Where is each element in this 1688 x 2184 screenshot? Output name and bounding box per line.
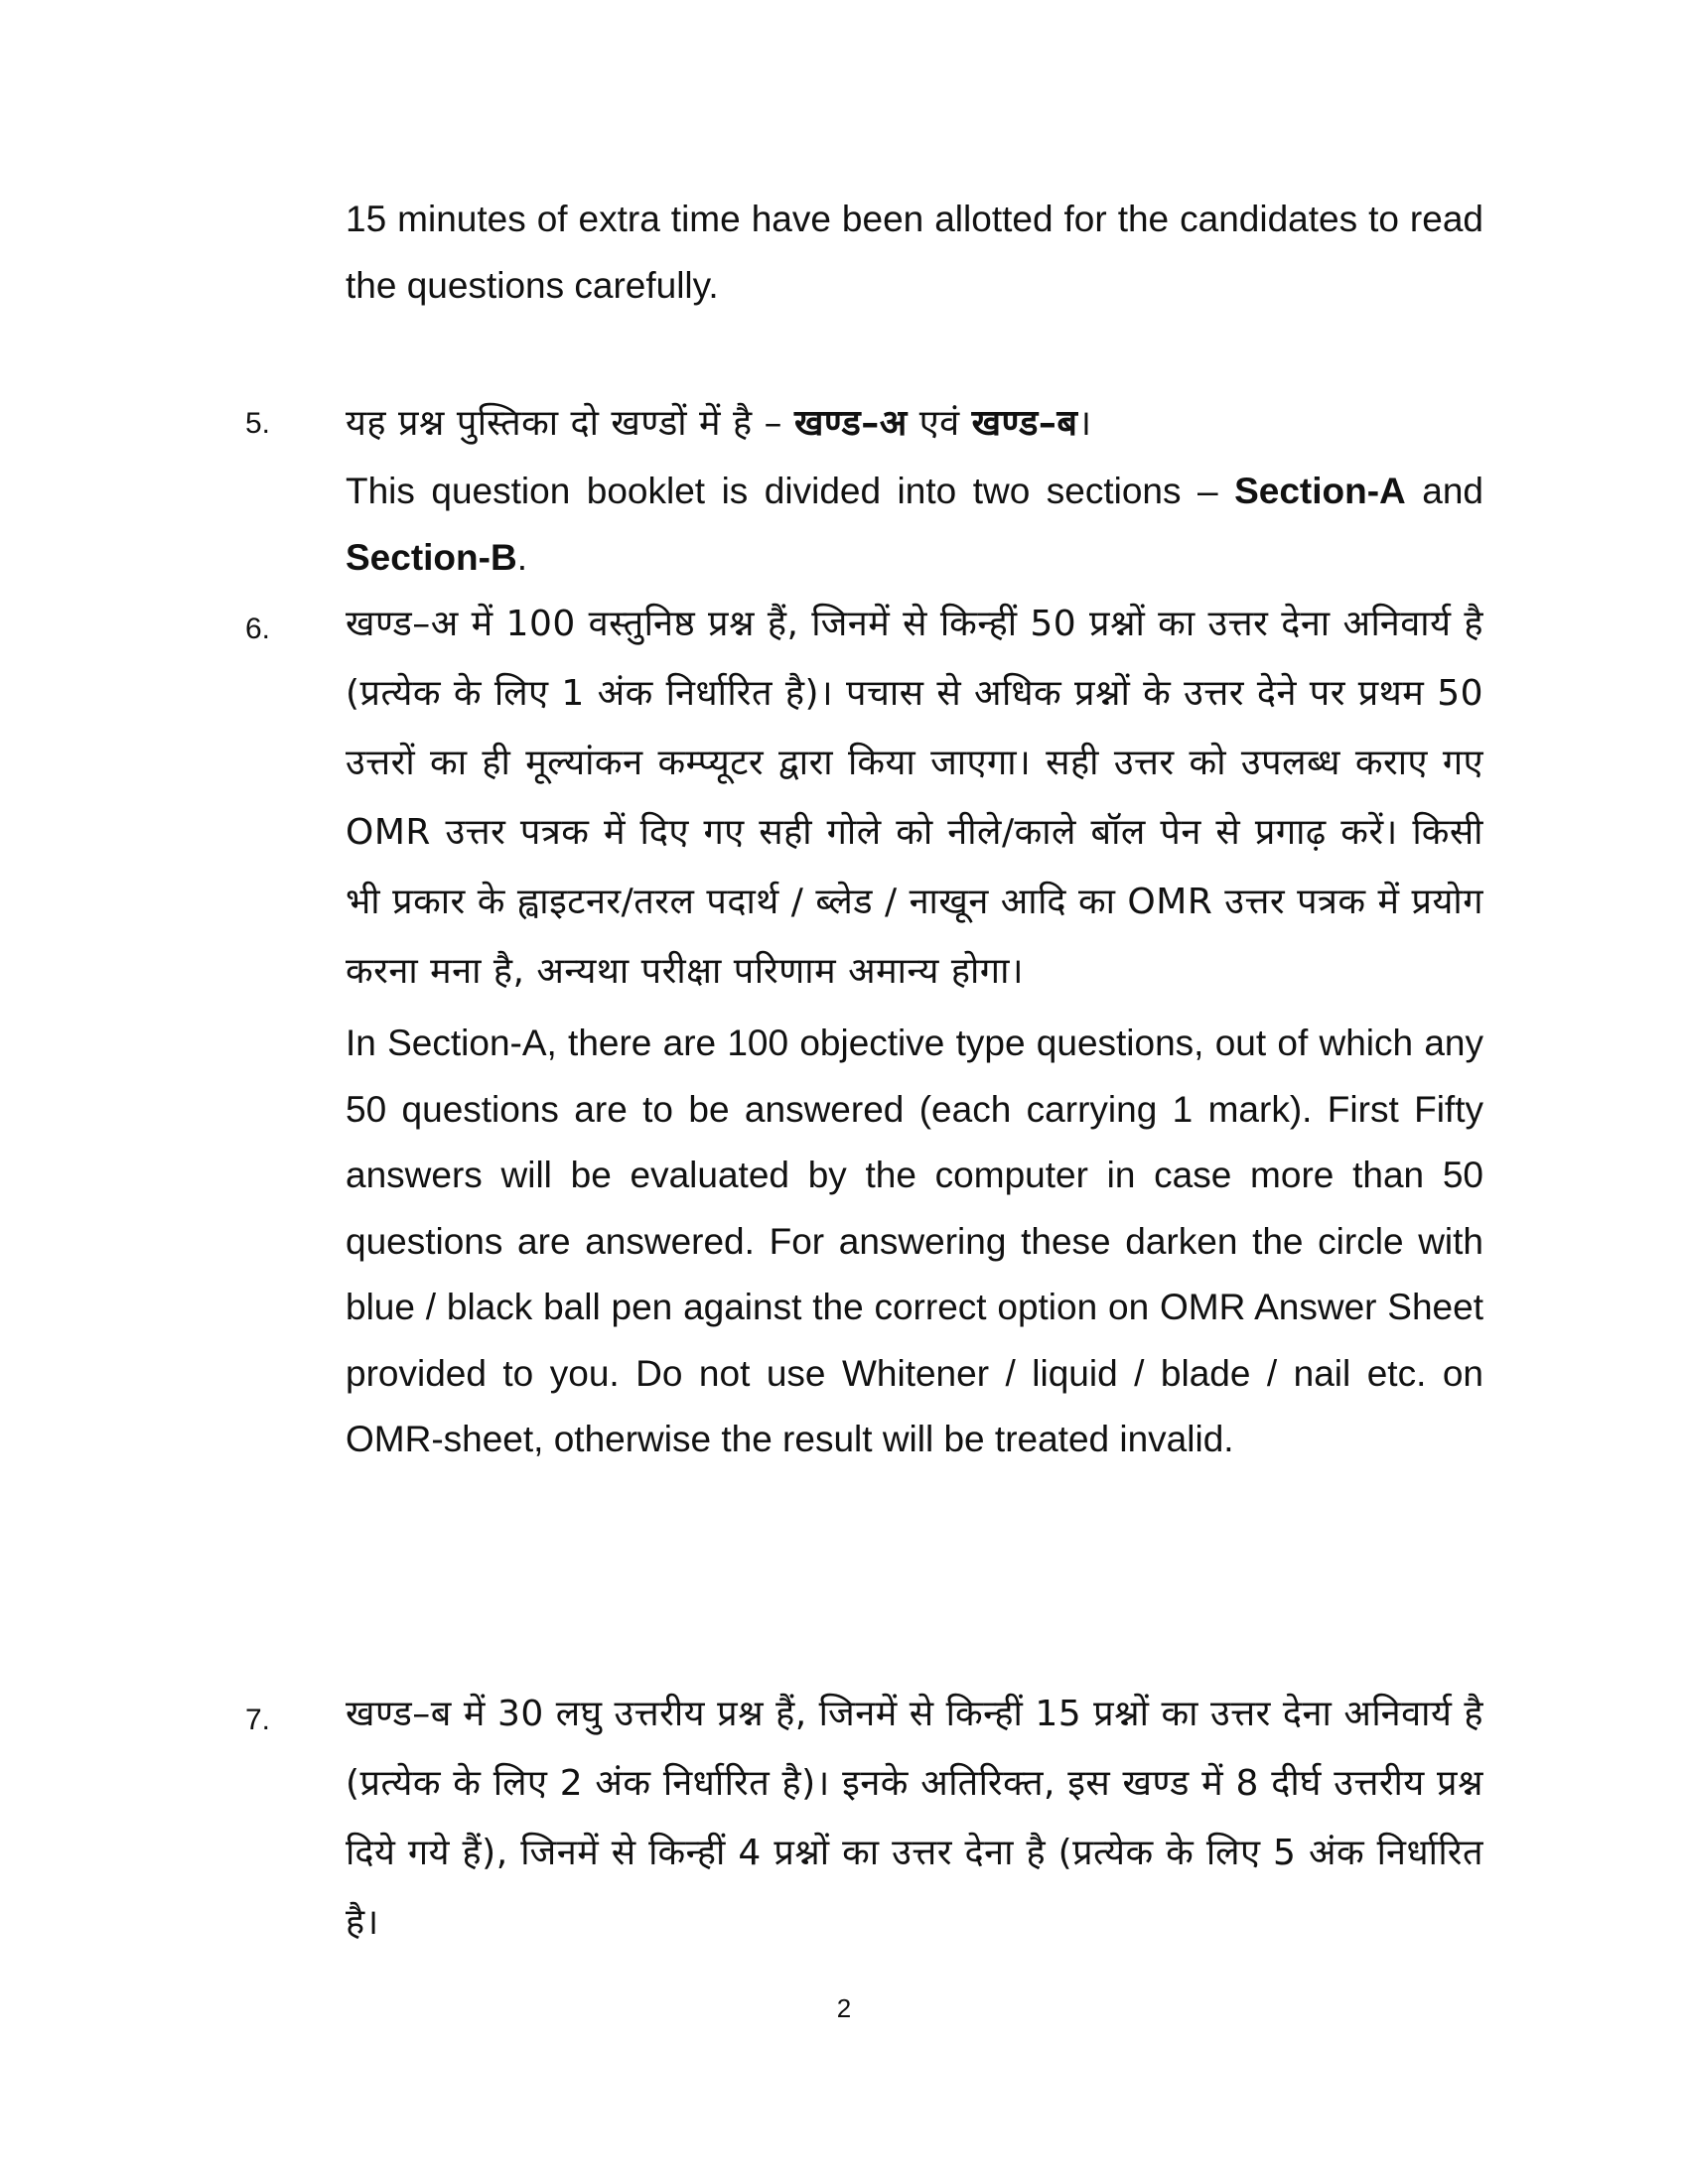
item-6-hindi: खण्ड–अ में 100 वस्तुनिष्ठ प्रश्न हैं, जिनमें से किन्हीं 50 प्रश्नों का उत्तर देना अनिवार्य है (प्रत्येक के लिए 1 अंक निर्धारित है)। पचास से अधिक प्रश्नों के उत्तर देने पर प्रथम 50 उत्तरों का ही मूल्यांकन कम्प्यूटर द्वारा किया जाएगा। सही उत्तर को उपलब्ध कराए गए OMR उत्तर पत्रक में दिए गए सही गोले को नीले/काले बॉल पेन से प्रगाढ़ करें। किसी भी प्रकार के ह्वाइटनर/तरल पदार्थ / ब्लेड / नाखून आदि का OMR उत्तर पत्रक में प्रयोग करना मना है, अन्यथा परीक्षा परिणाम अमान्य होगा। — [346, 604, 1484, 992]
item-5-english-end: . — [516, 536, 527, 578]
item-7-hindi: खण्ड–ब में 30 लघु उत्तरीय प्रश्न हैं, जिनमें से किन्हीं 15 प्रश्नों का उत्तर देना अनिवार्य है (प्रत्येक के लिए 2 अंक निर्धारित है)। इनके अतिरिक्त, इस खण्ड में 8 दीर्घ उत्तरीय प्रश्न दिये गये हैं), जिनमें से किन्हीं 4 प्रश्नों का उत्तर देना है (प्रत्येक के लिए 5 अंक निर्धारित है। — [346, 1694, 1483, 1943]
item-5-number: 5. — [245, 407, 271, 440]
item-6-english: In Section-A, there are 100 objective type questions, out of which any 50 questions are to be answered (each carrying 1 mark). First Fifty answers will be evaluated by the computer in case more than 50 questions are answered. For answering these darken the circle with blue / black ball pen against the correct option on OMR Answer Sheet provided to you. Do not use Whitener / liquid / blade / nail etc. on OMR-sheet, otherwise the result will be treated invalid. — [346, 1023, 1483, 1459]
item-7-number: 7. — [245, 1704, 271, 1736]
item-5-hindi-text: यह प्रश्न पुस्तिका दो खण्डों में है – — [346, 403, 794, 444]
item-5-english-section-b: Section-B — [346, 536, 517, 578]
item-5-hindi-section-a: खण्ड–अ — [793, 403, 908, 444]
item-6 — [346, 590, 1483, 1473]
item-5-hindi-section-b: खण्ड–ब — [971, 403, 1078, 444]
item-6-number: 6. — [245, 613, 271, 645]
item-5-hindi-end: । — [1077, 403, 1092, 444]
item-5-english-section-a: Section-A — [1234, 471, 1406, 511]
item-5-english-conjunction: and — [1405, 471, 1483, 511]
page-number: 2 — [836, 1993, 852, 2023]
item-7 — [346, 1680, 1483, 1958]
continuation-text: 15 minutes of extra time have been allotted for the candidates to read the questions carefully. — [346, 199, 1483, 306]
item-5-english — [346, 459, 1483, 591]
item-5-hindi-conjunction: एवं — [907, 403, 972, 444]
item-5 — [346, 389, 1483, 591]
item-5-hindi — [346, 389, 1483, 459]
item-5-english-text: This question booklet is divided into two sections – — [346, 471, 1235, 511]
continuation-paragraph — [346, 187, 1483, 319]
